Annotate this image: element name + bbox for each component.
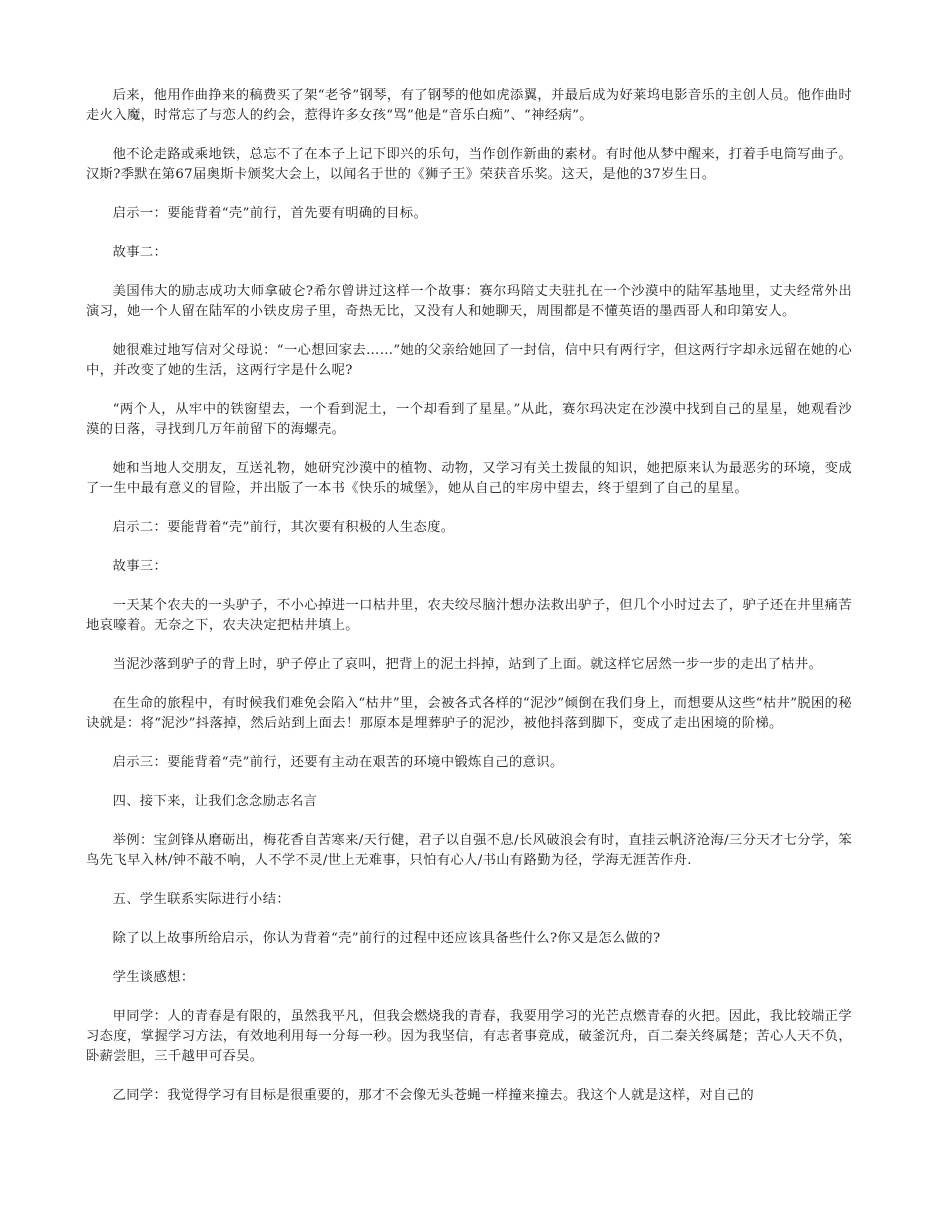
paragraph-story3-escape: 当泥沙落到驴子的背上时，驴子停止了哀叫，把背上的泥土抖掉，站到了上面。就这样它居然一步一步的走出了枯井。 xyxy=(112,657,823,672)
document-body xyxy=(86,86,852,1125)
paragraph-story2-intro: 美国伟大的励志成功大师拿破仑?希尔曾讲过这样一个故事：赛尔玛陪丈夫驻扎在一个沙漠中的陆军基地里，丈夫经常外出演习，她一个人留在陆军的小铁皮房子里，奇热无比，又没有人和她聊天，周围都是不懂英语的墨西哥人和印第安人。 xyxy=(86,284,852,319)
paragraph-section-five-heading: 五、学生联系实际进行小结： xyxy=(112,892,291,907)
paragraph-story2-letter: 她很难过地写信对父母说：“一心想回家去……”她的父亲给她回了一封信，信中只有两行字，但这两行字却永远留在她的心中，并改变了她的生活，这两行字是什么呢? xyxy=(86,343,852,378)
paragraph-section-four-heading: 四、接下来，让我们念念励志名言 xyxy=(112,794,318,809)
paragraph-quotes-examples: 举例：宝剑锋从磨砺出，梅花香自苦寒来/天行健，君子以自强不息/长风破浪会有时，直挂云帆济沧海/三分天才七分学，笨鸟先飞早入林/钟不敲不响，人不学不灵/世上无难事，只怕有心人/书山有路勤为径，学海无涯苦作舟. xyxy=(86,833,852,868)
paragraph-story3-heading: 故事三： xyxy=(112,559,168,574)
paragraph-student-b: 乙同学：我觉得学习有目标是很重要的，那才不会像无头苍蝇一样撞来撞去。我这个人就是这样，对自己的 xyxy=(112,1088,754,1103)
paragraph-story2-ending: 她和当地人交朋友，互送礼物，她研究沙漠中的植物、动物，又学习有关土拨鼠的知识，她把原来认为最恶劣的环境，变成了一生中最有意义的冒险，并出版了一本书《快乐的城堡》，她从自己的牢房中望去，终于望到了自己的星星。 xyxy=(86,461,852,496)
paragraph-student-thoughts-heading: 学生谈感想： xyxy=(112,970,195,985)
paragraph-story3-lesson: 在生命的旅程中，有时候我们难免会陷入“枯井”里，会被各式各样的“泥沙”倾倒在我们身上，而想要从这些“枯井”脱困的秘诀就是：将“泥沙”抖落掉，然后站到上面去！那原本是埋葬驴子的泥沙，被他抖落到脚下，变成了走出困境的阶梯。 xyxy=(86,696,852,731)
paragraph-student-a: 甲同学：人的青春是有限的，虽然我平凡，但我会燃烧我的青春，我要用学习的光芒点燃青春的火把。因此，我比较端正学习态度，掌握学习方法，有效地利用每一分每一秒。因为我坚信，有志者事竟成，破釜沉舟，百二秦关终属楚；苦心人天不负，卧薪尝胆，三千越甲可吞吴。 xyxy=(86,1009,852,1064)
paragraph-story1-ending: 后来，他用作曲挣来的稿费买了架“老爷”钢琴，有了钢琴的他如虎添翼，并最后成为好莱坞电影音乐的主创人员。他作曲时走火入魔，时常忘了与恋人的约会，惹得许多女孩“骂”他是“音乐白痴”、“神经病”。 xyxy=(86,88,852,123)
paragraph-story2-heading: 故事二： xyxy=(112,245,168,260)
paragraph-insight-one: 启示一：要能背着“壳”前行，首先要有明确的目标。 xyxy=(112,206,428,221)
paragraph-reflection-question: 除了以上故事所给启示，你认为背着“壳”前行的过程中还应该具备些什么?你又是怎么做的? xyxy=(112,931,661,946)
paragraph-story2-stars: “两个人，从牢中的铁窗望去，一个看到泥土，一个却看到了星星。”从此，赛尔玛决定在沙漠中找到自己的星星，她观看沙漠的日落，寻找到几万年前留下的海螺壳。 xyxy=(86,402,852,437)
paragraph-story1-award: 他不论走路或乘地铁，总忘不了在本子上记下即兴的乐句，当作创作新曲的素材。有时他从梦中醒来，打着手电筒写曲子。汉斯?季默在第67届奥斯卡颁奖大会上，以闻名于世的《狮子王》荣获音乐奖。这天，是他的37岁生日。 xyxy=(86,147,852,182)
paragraph-story3-intro: 一天某个农夫的一头驴子，不小心掉进一口枯井里，农夫绞尽脑汁想办法救出驴子，但几个小时过去了，驴子还在井里痛苦地哀嚎着。无奈之下，农夫决定把枯井填上。 xyxy=(86,598,852,633)
paragraph-insight-two: 启示二：要能背着“壳”前行，其次要有积极的人生态度。 xyxy=(112,520,455,535)
paragraph-insight-three: 启示三：要能背着“壳”前行，还要有主动在艰苦的环境中锻炼自己的意识。 xyxy=(112,755,564,770)
